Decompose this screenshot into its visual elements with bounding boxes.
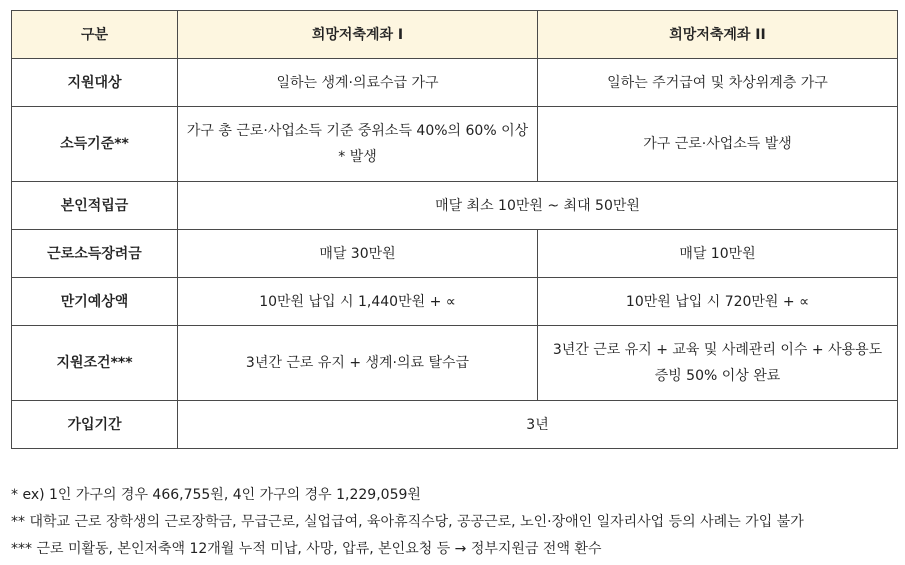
header-account-2: 희망저축계좌 II: [538, 11, 898, 59]
footnote-2: ** 대학교 근로 장학생의 근로장학금, 무급근로, 실업급여, 육아휴직수당, 공공근로, 노인·장애인 일자리사업 등의 사례는 가입 불가: [11, 514, 804, 530]
row-label-income: 소득기준**: [12, 107, 178, 182]
cell-target-account-2: 일하는 주거급여 및 차상위계층 가구: [538, 59, 898, 107]
row-label-savings: 본인적립금: [12, 182, 178, 230]
cell-maturity-account-1: 10만원 납입 시 1,440만원 + ∝: [178, 278, 538, 326]
table-row-conditions: [12, 326, 898, 401]
row-label-conditions: 지원조건***: [12, 326, 178, 401]
cell-period-shared: 3년: [178, 401, 898, 449]
cell-incentive-account-1: 매달 30만원: [178, 230, 538, 278]
table-row-maturity: [12, 278, 898, 326]
cell-maturity-account-2: 10만원 납입 시 720만원 + ∝: [538, 278, 898, 326]
row-label-period: 가입기간: [12, 401, 178, 449]
table-row-target: [12, 59, 898, 107]
table-header-row: [12, 11, 898, 59]
header-category: 구분: [12, 11, 178, 59]
header-account-1: 희망저축계좌 I: [178, 11, 538, 59]
row-label-target: 지원대상: [12, 59, 178, 107]
table-row-income: [12, 107, 898, 182]
table-row-savings: [12, 182, 898, 230]
cell-target-account-1: 일하는 생계·의료수급 가구: [178, 59, 538, 107]
cell-income-account-1: 가구 총 근로·사업소득 기준 중위소득 40%의 60% 이상* 발생: [178, 107, 538, 182]
cell-conditions-account-2: 3년간 근로 유지 + 교육 및 사례관리 이수 + 사용용도 증빙 50% 이상 완료: [538, 326, 898, 401]
footnotes: [11, 482, 804, 563]
cell-income-account-2: 가구 근로·사업소득 발생: [538, 107, 898, 182]
cell-savings-shared: 매달 최소 10만원 ~ 최대 50만원: [178, 182, 898, 230]
row-label-incentive: 근로소득장려금: [12, 230, 178, 278]
table-row-incentive: [12, 230, 898, 278]
comparison-table: [11, 10, 898, 449]
footnote-1: * ex) 1인 가구의 경우 466,755원, 4인 가구의 경우 1,229,059원: [11, 487, 421, 503]
cell-conditions-account-1: 3년간 근로 유지 + 생계·의료 탈수급: [178, 326, 538, 401]
cell-incentive-account-2: 매달 10만원: [538, 230, 898, 278]
row-label-maturity: 만기예상액: [12, 278, 178, 326]
footnote-3: *** 근로 미활동, 본인저축액 12개월 누적 미납, 사망, 압류, 본인요청 등 → 정부지원금 전액 환수: [11, 541, 602, 557]
table-row-period: [12, 401, 898, 449]
